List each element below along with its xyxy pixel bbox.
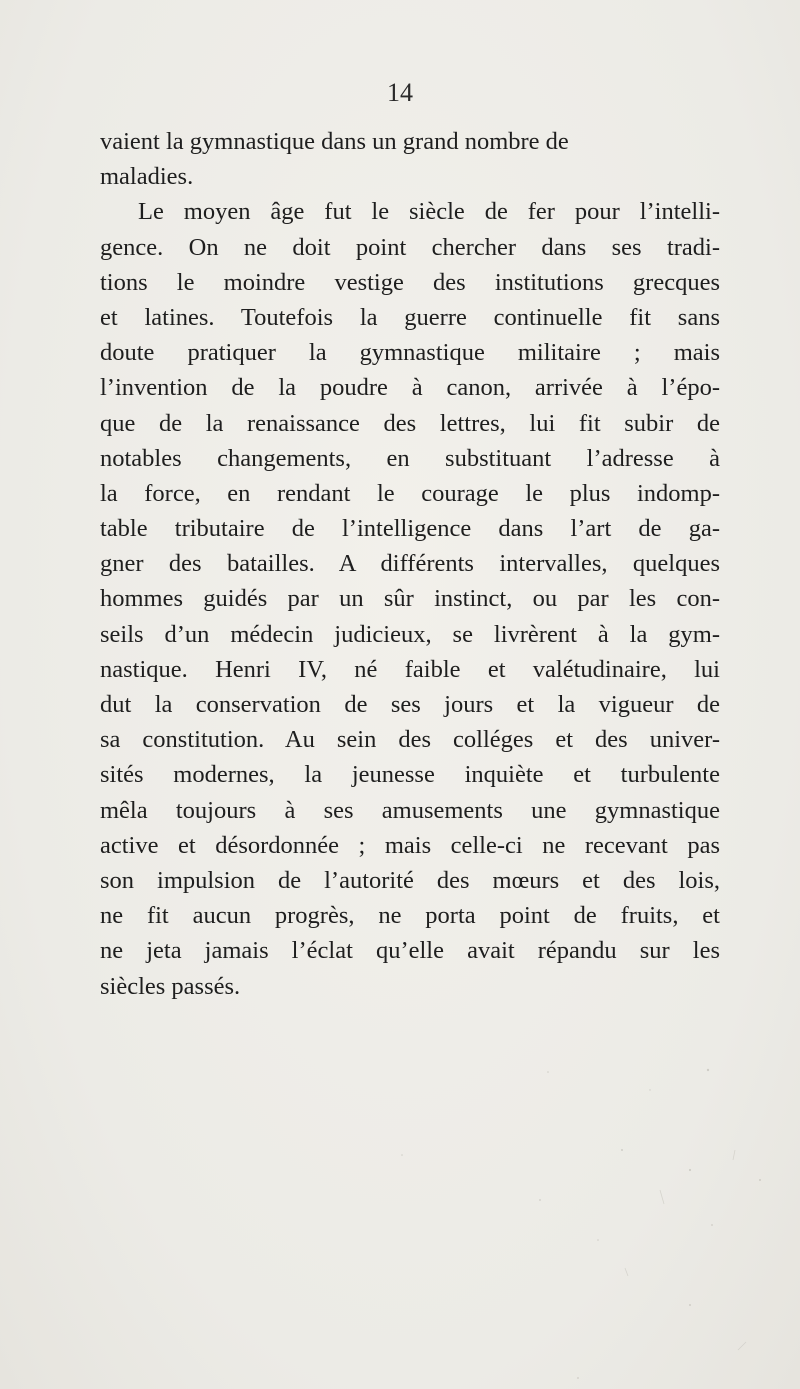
text-line: ne jeta jamais l’éclat qu’elle avait répandu sur les [100, 937, 720, 965]
text-line: siècles passés. [100, 972, 241, 1000]
text-line: dut la conservation de ses jours et la vigueur de [100, 691, 720, 718]
text-line: l’invention de la poudre à canon, arrivée à l’épo- [100, 374, 720, 402]
text-line: doute pratiquer la gymnastique militaire ; mais [100, 339, 720, 367]
text-line: ne fit aucun progrès, ne porta point de fruits, et [100, 902, 720, 930]
text-line: que de la renaissance des lettres, lui fit subir de [100, 409, 720, 437]
text-line: tions le moindre vestige des institutions grecques [100, 268, 720, 296]
text-line: Le moyen âge fut le siècle de fer pour l’intelli- [138, 198, 720, 226]
text-line: seils d’un médecin judicieux, se livrèrent à la gym- [100, 620, 720, 648]
text-line: mêla toujours à ses amusements une gymnastique [100, 796, 720, 824]
text-line: table tributaire de l’intelligence dans l’art de ga- [100, 515, 720, 543]
text-line: nastique. Henri IV, né faible et valétudinaire, lui [100, 655, 720, 683]
body-text [100, 124, 720, 1004]
text-line: notables changements, en substituant l’adresse à [100, 444, 720, 472]
text-line: sités modernes, la jeunesse inquiète et turbulente [100, 761, 720, 789]
page-number: 14 [387, 78, 413, 107]
text-line: active et désordonnée ; mais celle-ci ne recevant pas [100, 831, 720, 859]
text-line: vaient la gymnastique dans un grand nombre de [100, 128, 569, 155]
text-line: hommes guidés par un sûr instinct, ou par les con- [100, 585, 720, 613]
text-line: sa constitution. Au sein des colléges et des univer- [100, 726, 720, 754]
text-line: son impulsion de l’autorité des mœurs et des lois, [100, 866, 720, 894]
text-line: maladies. [100, 163, 194, 191]
text-line: gence. On ne doit point chercher dans ses tradi- [100, 233, 720, 261]
text-line: gner des batailles. A différents intervalles, quelques [100, 550, 720, 578]
text-line: la force, en rendant le courage le plus indomp- [100, 479, 720, 507]
text-line: et latines. Toutefois la guerre continuelle fit sans [100, 303, 720, 331]
